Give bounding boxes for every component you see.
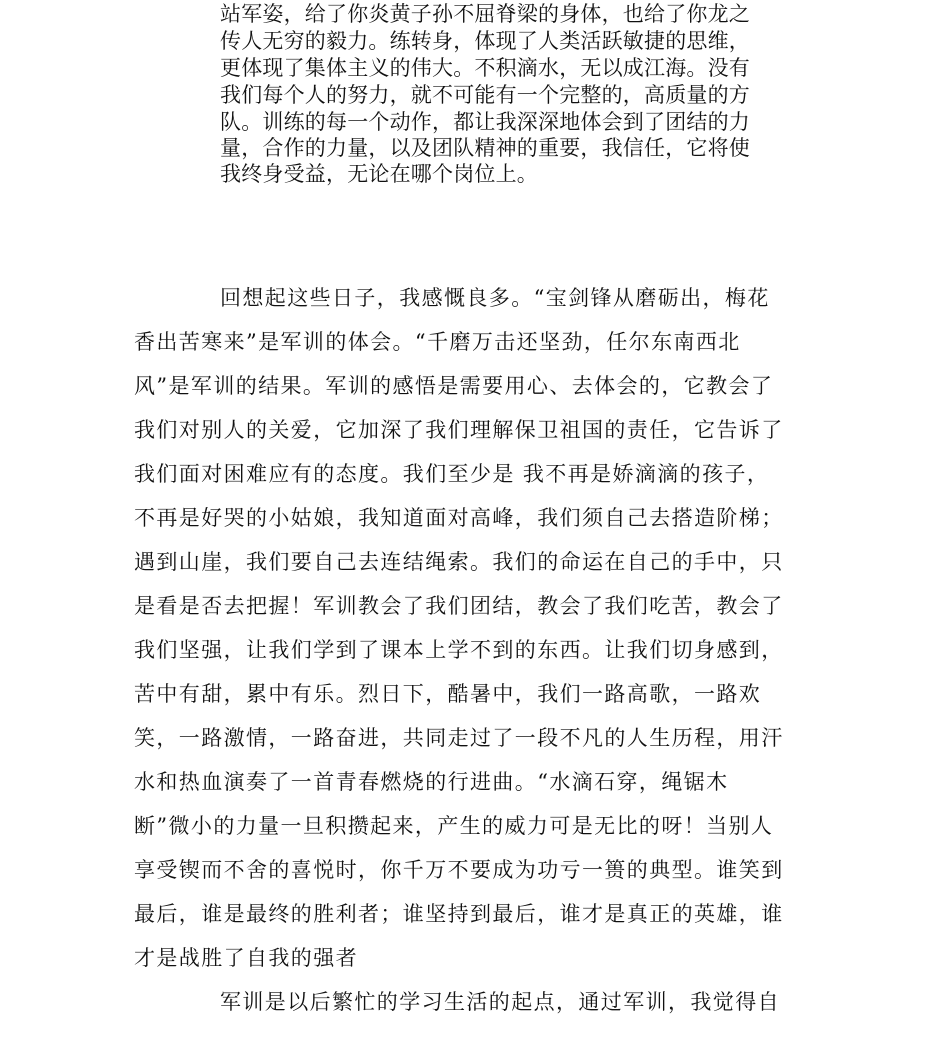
text-line: 传人无穷的毅力。练转身，体现了人类活跃敏捷的思维， bbox=[220, 29, 750, 53]
text-line: 我们面对困难应有的态度。我们至少是 我不再是娇滴滴的孩子， bbox=[134, 462, 770, 486]
text-line: 苦中有甜，累中有乐。烈日下，酷暑中，我们一路高歌，一路欢 bbox=[134, 682, 762, 706]
text-line: 风”是军训的结果。军训的感悟是需要用心、去体会的，它教会了 bbox=[134, 374, 774, 398]
text-line: 回想起这些日子，我感慨良多。“宝剑锋从磨砺出，梅花 bbox=[220, 286, 770, 310]
text-line: 笑，一路激情，一路奋进，共同走过了一段不凡的人生历程，用汗 bbox=[134, 726, 784, 750]
text-line: 军训是以后繁忙的学习生活的起点，通过军训，我觉得自 bbox=[220, 990, 780, 1014]
text-line: 不再是好哭的小姑娘，我知道面对高峰，我们须自己去搭造阶梯； bbox=[134, 506, 784, 530]
text-line: 队。训练的每一个动作，都让我深深地体会到了团结的力 bbox=[220, 110, 750, 134]
text-line: 我们对别人的关爱，它加深了我们理解保卫祖国的责任，它告诉了 bbox=[134, 418, 784, 442]
text-line: 我们坚强，让我们学到了课本上学不到的东西。让我们切身感到， bbox=[134, 638, 784, 662]
text-line: 我们每个人的努力，就不可能有一个完整的，高质量的方 bbox=[220, 83, 750, 107]
text-line: 更体现了集体主义的伟大。不积滴水，无以成江海。没有 bbox=[220, 56, 750, 80]
text-line: 遇到山崖，我们要自己去连结绳索。我们的命运在自己的手中，只 bbox=[134, 550, 784, 574]
text-line: 水和热血演奏了一首青春燃烧的行进曲。“水滴石穿，绳锯木 bbox=[134, 770, 729, 794]
text-line: 量，合作的力量，以及团队精神的重要，我信任，它将使 bbox=[220, 136, 750, 160]
text-line: 才是战胜了自我的强者 bbox=[134, 946, 358, 970]
text-line: 香出苦寒来”是军训的体会。“千磨万击还坚劲，任尔东南西北 bbox=[134, 330, 741, 354]
text-line: 站军姿，给了你炎黄子孙不屈脊梁的身体，也给了你龙之 bbox=[220, 2, 750, 26]
text-line: 我终身受益，无论在哪个岗位上。 bbox=[220, 162, 538, 186]
text-line: 是看是否去把握！军训教会了我们团结，教会了我们吃苦，教会了 bbox=[134, 594, 784, 618]
text-line: 享受锲而不舍的喜悦时，你千万不要成为功亏一篑的典型。谁笑到 bbox=[134, 858, 784, 882]
text-line: 最后，谁是最终的胜利者；谁坚持到最后，谁才是真正的英雄，谁 bbox=[134, 902, 784, 926]
text-line: 断”微小的力量一旦积攒起来，产生的威力可是无比的呀！当别人 bbox=[134, 814, 774, 838]
